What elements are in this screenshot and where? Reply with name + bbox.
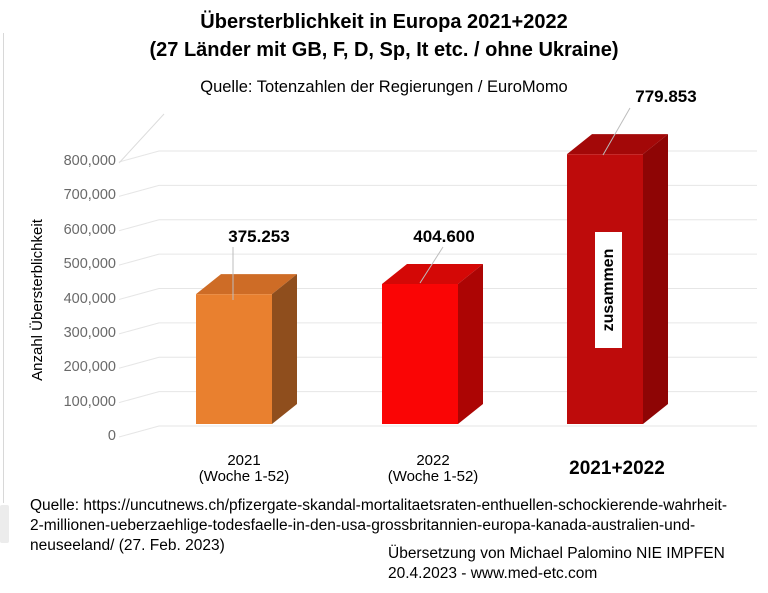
bar-value-label-2022: 404.600	[413, 227, 475, 246]
bar-value-label-2021-2022: 779.853	[635, 87, 697, 106]
category-label-2021-2022: 2021+2022	[569, 458, 665, 479]
footer-source-line: Quelle: https://uncutnews.ch/pfizergate-skandal-mortalitaetsraten-enthuellen-schockierende-wahrheit-	[30, 497, 728, 514]
chart-title: Übersterblichkeit in Europa 2021+2022	[200, 11, 568, 33]
category-label-2021: 2021 (Woche 1-52)	[198, 452, 290, 485]
chart-source-note: Quelle: Totenzahlen der Regierungen / EuroMomo	[200, 78, 568, 96]
y-axis-tick-label: 0	[107, 428, 116, 444]
y-axis-tick-label: 100,000	[63, 393, 116, 410]
y-axis-tick-label: 200,000	[63, 359, 116, 376]
y-axis-tick-label: 500,000	[63, 256, 116, 273]
footer-credit-line: Übersetzung von Michael Palomino NIE IMPFEN	[388, 545, 725, 562]
y-axis-tick-label: 300,000	[63, 324, 116, 341]
y-axis-tick-label: 700,000	[63, 187, 116, 204]
bar-annotation-box	[595, 232, 622, 348]
footer-credit	[388, 544, 725, 584]
y-axis-title: Anzahl Übersterblichkeit	[29, 219, 46, 381]
y-axis-tick-label: 600,000	[63, 221, 116, 238]
bar-2021-side-face	[272, 274, 297, 424]
bar-2022-side-face	[458, 264, 483, 424]
bar-2021-2022-side-face	[643, 134, 668, 424]
gridline	[119, 426, 757, 437]
y-axis-tick-label: 400,000	[63, 290, 116, 307]
y-axis-tick-label: 800,000	[63, 153, 116, 169]
footer-credit-line: 20.4.2023 - www.med-etc.com	[388, 565, 598, 582]
category-label-2022: 2022 (Woche 1-52)	[387, 452, 479, 485]
chart-subtitle: (27 Länder mit GB, F, D, Sp, It etc. / ohne Ukraine)	[149, 39, 619, 61]
footer-source-line: 2-millionen-ueberzaehlige-todesfaelle-in-den-usa-grossbritannien-europa-kanada-australien-und-	[30, 517, 696, 534]
bar-annotation-text: zusammen	[599, 248, 617, 332]
bar-2022-front-face	[382, 284, 458, 424]
bar-value-label-2021: 375.253	[228, 227, 290, 246]
bar-2021-front-face	[196, 294, 272, 424]
footer-source-line: neuseeland/ (27. Feb. 2023)	[30, 537, 225, 554]
